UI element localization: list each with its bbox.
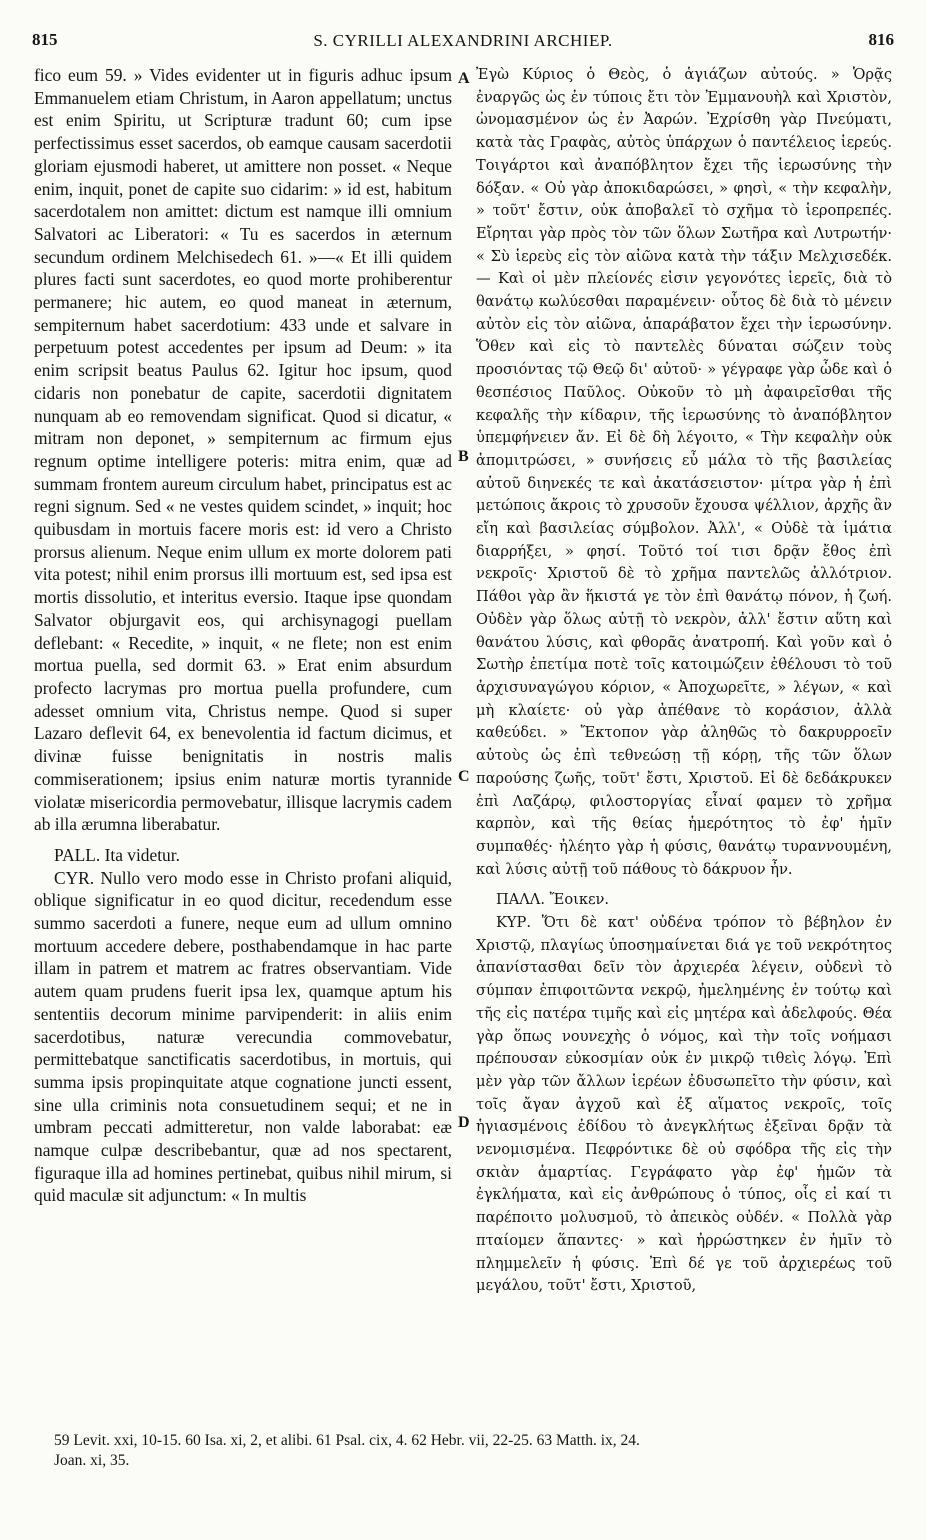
footnote-line-1: 59 Levit. xxi, 10-15. 60 Isa. xi, 2, et alibi. 61 Psal. cix, 4. 62 Hebr. vii, 22-25. 63 Matth. ix, 24. bbox=[54, 1432, 640, 1449]
greek-cyr-paragraph: ΚΥΡ. Ὅτι δὲ κατ' οὐδένα τρόπον τὸ βέβηλον ἐν Χριστῷ, πλαγίως ὑποσημαίνεται διά γε τοῦ νεκρότητος ἀπανίστασθαι δεῖν τὸν ἀρχιερέα λέγειν, οὐδενὶ τὸ σύμπαν ἐπιφοιτῶντα νεκρῷ, ἠμελημένης ἐν τούτῳ καὶ τῆς εἰς πατέρα τιμῆς καὶ εἰς μητέρα καὶ ἀδελφούς. Θέα γὰρ ὅπως νουνεχὴς ὁ νόμος, καὶ τὴν τοῖς νοήμασι πρέπουσαν εὐκοσμίαν οὐκ ἐν μικρῷ τιθεὶς λόγῳ. Ἐπὶ μὲν γὰρ τῶν ἄλλων ἱερέων ἐδυσωπεῖτο τὴν φύσιν, καὶ τοῖς ἄγαν ἀγχοῦ καὶ ἐξ αἵματος νεκροῖς, τοῖς ἡγιασμένοις ἐδίδου τὸ ἀνεγκλήτως ἐξεῖναι δρᾷν τὰ νενομισμένα. Πεφρόντικε δὲ οὐ σφόδρα τῆς εἰς τὴν σκιὰν ἁμαρτίας. Γεγράφατο γὰρ ἐφ' ἡμῶν τὰ ἐγκλήματα, καὶ εἰς ἀνθρώπους ὁ τύπος, οἷς εἰ καί τι παρέποιτο μολυσμοῦ, τὸ ἀπεικὸς οὐδέν. « Πολλὰ γὰρ πταίομεν ἅπαντες· » καὶ ἠρρώστηκεν ἐν ἡμῖν τὸ πλημμελεῖν ἡ φύσις. Ἐπὶ δέ γε τοῦ ἀρχιερέως τοῦ μεγάλου, τοῦτ' ἔστι, Χριστοῦ, bbox=[476, 914, 892, 1295]
latin-body: fico eum 59. » Vides evidenter ut in figuris adhuc ipsum Emmanuelem etiam Christum, in Aaron appellatum; unctus est enim Spiritu, ut Scripturæ tradunt 60; cum ipse perfectissimus esset sacerdos, ob eamque causam sacerdotii gloriam ejusmodi haberet, ut amittere non posset. « Neque enim, inquit, ponet de capite suo cidarim: » id est, habitum sacerdotalem non amittet: dictum est namque illi omnium Salvatori ac Liberatori: « Tu es sacerdos in æternum secundum ordinem Melchisedech 61. »—« Et illi quidem plures facti sunt sacerdotes, eo quod morte prohiberentur permanere; hic autem, eo quod maneat in æternum, sempiternum habet sacerdotium: 433 unde et salvare in perpetuum potest accedentes per ipsum ad Deum: » ita enim scripsit beatus Paulus 62. Igitur hoc ipsum, quod cidaris non ponebatur de capite, sacerdotii dignitatem nunquam ab eo removendam significat. Quod si dicatur, « mitram non deponet, » sempiternum ac firmum ejus regnum optime intelligere poteris: mitra enim, quæ ad summam frontem aureum circulum habet, principatus est ac regni signum. Sed « ne vestes quidem scindet, » inquit; hoc quibusdam in mortuis facere moris est: id vero a Christo prorsus alienum. Neque enim ullum ex morte dolorem pati vita potest; nihil enim prorsus illi mortuum est, sed ipsa est mortis dissolutio, et interitus eversio. Itaque ipse quondam Salvator objurgavit eos, qui archisynagogi puellam deflebant: « Recedite, » inquit, « ne flete; non est enim mortua puella, sed dormit 63. » Erat enim absurdum profecto lacrymas pro mortua puella profundere, cum adesset omnium vita, Christus nempe. Quod si super Lazaro deflevit 64, ex benevolentia id factum dicimus, et divinæ fuisse benignitatis in nostris malis commiserationem; ipsius enim naturæ mortis tyrannide violatæ misericordia permovebatur, illisque lacrymis cadem ab illa ærumna liberabatur. bbox=[34, 65, 452, 835]
greek-body: Ἐγὼ Κύριος ὁ Θεὸς, ὁ ἁγιάζων αὐτούς. » Ὁρᾷς ἐναργῶς ὡς ἐν τύποις ἔτι τὸν Ἐμμανουὴλ καὶ Χριστὸν, ὠνομασμένον ὡς ἐν Ἀαρών. Ἐχρίσθη γὰρ Πνεύματι, κατὰ τὰς Γραφὰς, αὐτὸς ὑπάρχων ὁ παντέλειος ἱερεύς. Τοιγάρτοι καὶ ἀναπόβλητον ἔχει τῆς ἱερωσύνης τὴν δόξαν. « Οὐ γὰρ ἀποκιδαρώσει, » φησὶ, « τὴν κεφαλὴν, » τοῦτ' ἔστιν, οὐκ ἀποβαλεῖ τὸ σχῆμα τὸ ἱεροπρεπές. Εἴρηται γὰρ πρὸς τὸν τῶν ὅλων Σωτῆρα καὶ Λυτρωτήν· « Σὺ ἱερεὺς εἰς τὸν αἰῶνα κατὰ τὴν τάξιν Μελχισεδέκ. — Καὶ οἱ μὲν πλείονές εἰσιν γεγονότες ἱερεῖς, διὰ τὸ θανάτῳ κωλύεσθαι παραμένειν· οὗτος δὲ διὰ τὸ μένειν αὐτὸν εἰς τὸν αἰῶνα, ἀπαράβατον ἔχει τὴν ἱερωσύνην. Ὅθεν καὶ εἰς τὸ παντελὲς δύναται σώζειν τοὺς προσιόντας τῷ Θεῷ δι' αὐτοῦ· » γέγραφε γὰρ ὧδε καὶ ὁ θεσπέσιος Παῦλος. Οὐκοῦν τὸ μὴ ἀφαιρεῖσθαι τῆς κεφαλῆς τὴν κίδαριν, τῆς ἱερωσύνης τὸ ἀναπόβλητον ὑπεμφήνειεν ἄν. Εἰ δὲ δὴ λέγοιτο, « Τὴν κεφαλὴν οὐκ ἀπομιτρώσει, » συνήσεις εὖ μάλα τὸ τῆς βασιλείας αὐτοῦ διηνεκές τε καὶ ἀκατάσειστον· μίτρα γὰρ ἡ ἐπὶ μετώποις ἄκροις τὸ χρυσοῦν ἔχουσα ψέλλιον, ἀρχῆς ἂν εἴη καὶ βασιλείας σύμβολον. Ἀλλ', « Οὐδὲ τὰ ἱμάτια διαρρήξει, » φησί. Τοῦτό τοί τισι δρᾷν ἔθος ἐπὶ νεκροῖς· Χριστοῦ δὲ τὸ χρῆμα παντελῶς ἀλλότριον. Πάθοι γὰρ ἂν ἥκιστά γε τὸν ἐπὶ θανάτῳ πόνον, ἡ ζωή. Οὐδὲν γὰρ ὅλως αὐτῇ τὸ νεκρὸν, ἀλλ' ἔστιν αὕτη καὶ θανάτου λύσις, καὶ φθορᾶς ἀνατροπή. Καὶ γοῦν καὶ ὁ Σωτὴρ ἐπετίμα ποτὲ τοῖς κατοιμώζειν ἐθέλουσι τὸ τοῦ ἀρχισυναγώγου κόριον, « Ἀποχωρεῖτε, » λέγων, « καὶ μὴ κλαίετε· οὐ γὰρ ἀπέθανε τὸ κοράσιον, ἀλλὰ καθεύδει. » Ἔκτοπον γὰρ ἀληθῶς τὸ δακρυρροεῖν αὐτοὺς ὡς ἐπὶ τεθνεώσῃ τῇ κόρῃ, τῆς τῶν ὅλων παρούσης ζωῆς, τοῦτ' ἔστι, Χριστοῦ. Εἰ δὲ δεδάκρυκεν ἐπὶ Λαζάρῳ, φιλοστοργίας εἶναί φαμεν τὸ χρῆμα καρπὸν, καὶ τῆς θείας ἡμερότητος τὸ ἐφ' ἡμῖν συμπαθές· ἠλέητο γὰρ ἡ φύσις, θανάτῳ τυραννουμένη, καὶ λύσις αὐτῇ τοῦ πάθους τὸ δάκρυον ἦν. bbox=[476, 66, 892, 878]
margin-letter-c: C bbox=[458, 768, 470, 785]
latin-cyr-paragraph: CYR. Nullo vero modo esse in Christo profani aliquid, oblique significatur in eo quod dicitur, recedendum esse summo sacerdoti a funere, neque eum ad ullum omnino mortuum accedere debere, posthabendamque in hac parte illam in patrem et matrem ac fratres observantiam. Vide autem quam prudens fuerit ipsa lex, quamque aptum his sententiis decorum minime parvipenderit: in aliis enim sacerdotibus, naturæ verecundia commovebatur, permittebatque sanctificatis sacerdotibus, in mortuis, qui summa ipsis propinquitate atque cognatione juncti essent, sine ulla criminis nota consuetudinem sequi; et ne in umbram peccati admitteretur, non valde laborabat: eæ namque culpæ describebantur, quæ ad nos spectarent, figuraque illa ad homines pertinebat, quibus nihil mirum, si quid maculæ sit adjunctum: « In multis bbox=[34, 867, 452, 1206]
page-number-right: 816 bbox=[868, 30, 894, 49]
margin-letter-a: A bbox=[458, 70, 470, 87]
running-title: S. CYRILLI ALEXANDRINI ARCHIEP. bbox=[313, 31, 613, 50]
greek-pall-line: ΠΑΛΛ. Ἔοικεν. bbox=[496, 891, 610, 909]
page-header bbox=[32, 30, 894, 62]
margin-letter-b: B bbox=[458, 448, 469, 465]
margin-letter-d: D bbox=[458, 1114, 470, 1131]
greek-column bbox=[476, 64, 892, 1298]
latin-pall-line: PALL. Ita videtur. bbox=[54, 844, 180, 865]
page-number-left: 815 bbox=[32, 30, 58, 49]
footnotes bbox=[54, 1431, 894, 1471]
latin-column bbox=[34, 64, 452, 1207]
footnote-line-2: Joan. xi, 35. bbox=[54, 1452, 130, 1469]
